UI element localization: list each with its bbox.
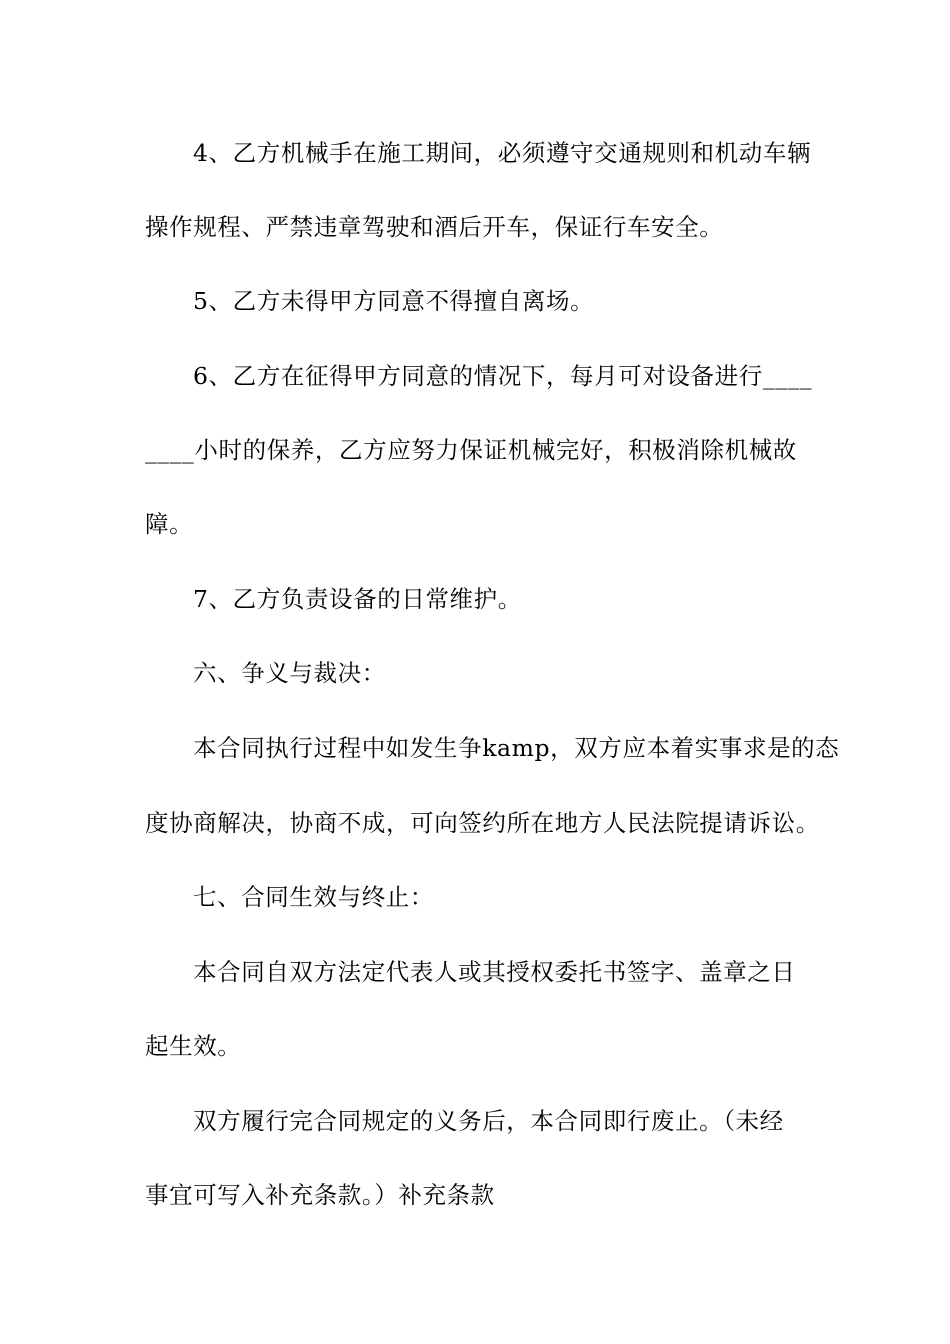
clause-7: 7、乙方负责设备的日常维护。 — [193, 585, 522, 613]
section-6-para-line-1: 本合同执行过程中如发生争kamp，双方应本着实事求是的态 — [193, 734, 840, 762]
section-6-para-line-2: 度协商解决，协商不成，可向签约所在地方人民法院提请诉讼。 — [145, 809, 820, 837]
clause-6-line-2: ____小时的保养，乙方应努力保证机械完好，积极消除机械故 — [145, 436, 797, 464]
section-7-para-2-line-2: 事宜可写入补充条款。）补充条款 — [145, 1181, 495, 1209]
section-7-para-2-line-1: 双方履行完合同规定的义务后，本合同即行废止。（未经 — [193, 1107, 784, 1135]
section-7-para-1-line-2: 起生效。 — [145, 1032, 242, 1060]
clause-5: 5、乙方未得甲方同意不得擅自离场。 — [193, 287, 595, 315]
clause-6-line-1: 6、乙方在征得甲方同意的情况下，每月可对设备进行____ — [193, 362, 813, 390]
section-7-heading: 七、合同生效与终止： — [193, 883, 434, 911]
clause-4-line-2: 操作规程、严禁违章驾驶和酒后开车，保证行车安全。 — [145, 213, 724, 241]
clause-4-line-1: 4、乙方机械手在施工期间，必须遵守交通规则和机动车辆 — [193, 139, 812, 167]
section-6-heading: 六、争义与裁决： — [193, 659, 386, 687]
clause-6-line-3: 障。 — [145, 510, 194, 538]
section-7-para-1-line-1: 本合同自双方法定代表人或其授权委托书签字、盖章之日 — [193, 958, 796, 986]
